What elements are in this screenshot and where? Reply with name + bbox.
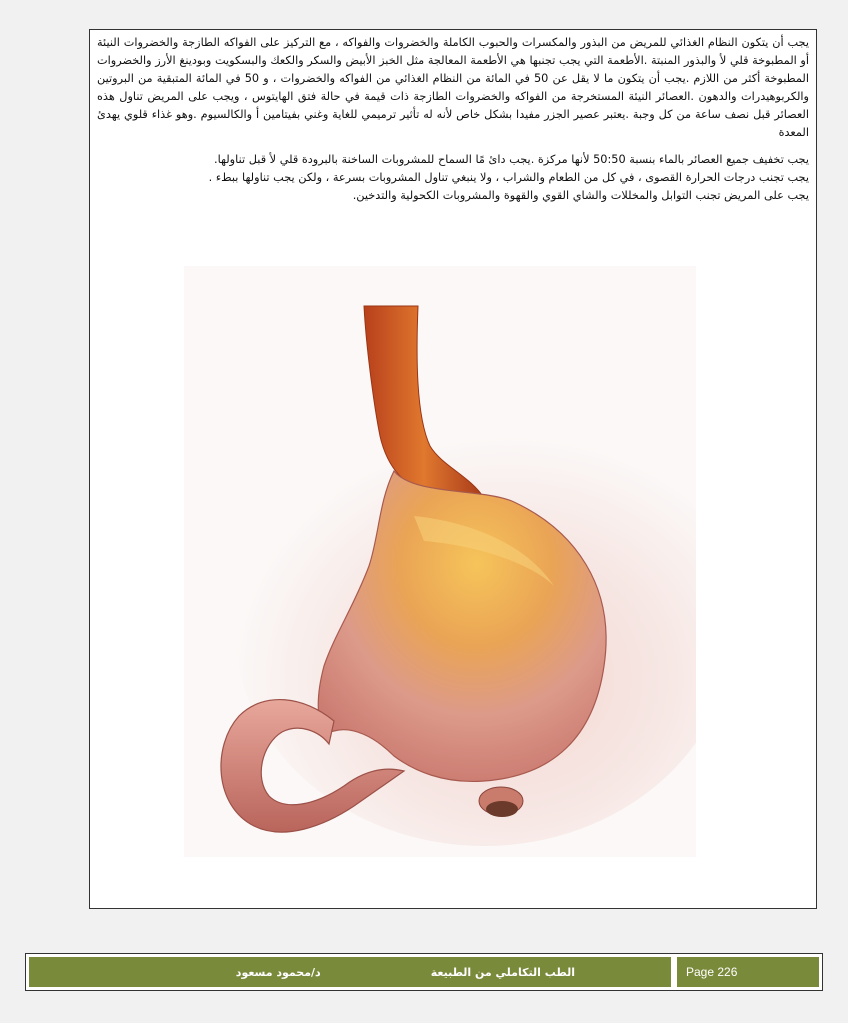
paragraph-diet: يجب أن يتكون النظام الغذائي للمريض من البذور والمكسرات والحبوب الكاملة والخضروات والفواكه ، مع التركيز على الفواكه الطازجة والخضروات النيئة أو المطبوخة قلي لأ والبذور المنبتة .الأطعمة التي يجب تجنبها هي الأطعمة المعالجة مثل الخبز الأبيض والسكر والكعك والبسكويت وبودينغ الأرز والخضروات المطبوخة أكثر من اللازم .يجب أن يتكون ما لا يقل عن 50 في المائة من النظام الغذائي من الفواكه والخضروات ، و 50 في المائة المتبقية من البروتين والكربوهيدرات والدهون .العصائر النيئة المستخرجة من الفواكه والخضروات الطازجة ذات قيمة في حالة فتق الهايتوس ، ويجب على المريض تناول هذه العصائر قبل نصف ساعة من كل وجبة .يعتبر عصير الجزر مفيدا بشكل خاص لأنه له تأثير ترميمي للغاية وغني بفيتامين أ والكالسيوم .وهو غذاء قلوي يهدئ المعدة <box>97 36 809 139</box>
footer-book-title: الطب التكاملي من الطبيعة <box>430 965 575 979</box>
document-page <box>89 29 817 909</box>
page-number-label: Page 226 <box>686 965 738 979</box>
body-text <box>97 34 809 210</box>
footer-page-number <box>677 957 819 987</box>
juices-line-2: يجب تجنب درجات الحرارة القصوى ، في كل من الطعام والشراب ، ولا ينبغي تناول المشروبات بسرعة ، ولكن يجب تناولها ببطء . <box>208 171 809 184</box>
stomach-illustration <box>184 266 696 857</box>
footer-title-bar <box>29 957 671 987</box>
page-footer <box>25 953 823 991</box>
paragraph-juices <box>97 151 809 205</box>
footer-author: د/محمود مسعود <box>235 965 321 979</box>
juices-line-3: يجب على المريض تجنب التوابل والمخللات والشاي القوي والقهوة والمشروبات الكحولية والتدخين. <box>352 189 809 202</box>
juices-line-1: يجب تخفيف جميع العصائر بالماء بنسبة 50:50 لأنها مركزة .يجب دائ مًا السماح للمشروبات الساخنة بالبرودة قلي لأ قبل تناولها. <box>214 153 809 166</box>
